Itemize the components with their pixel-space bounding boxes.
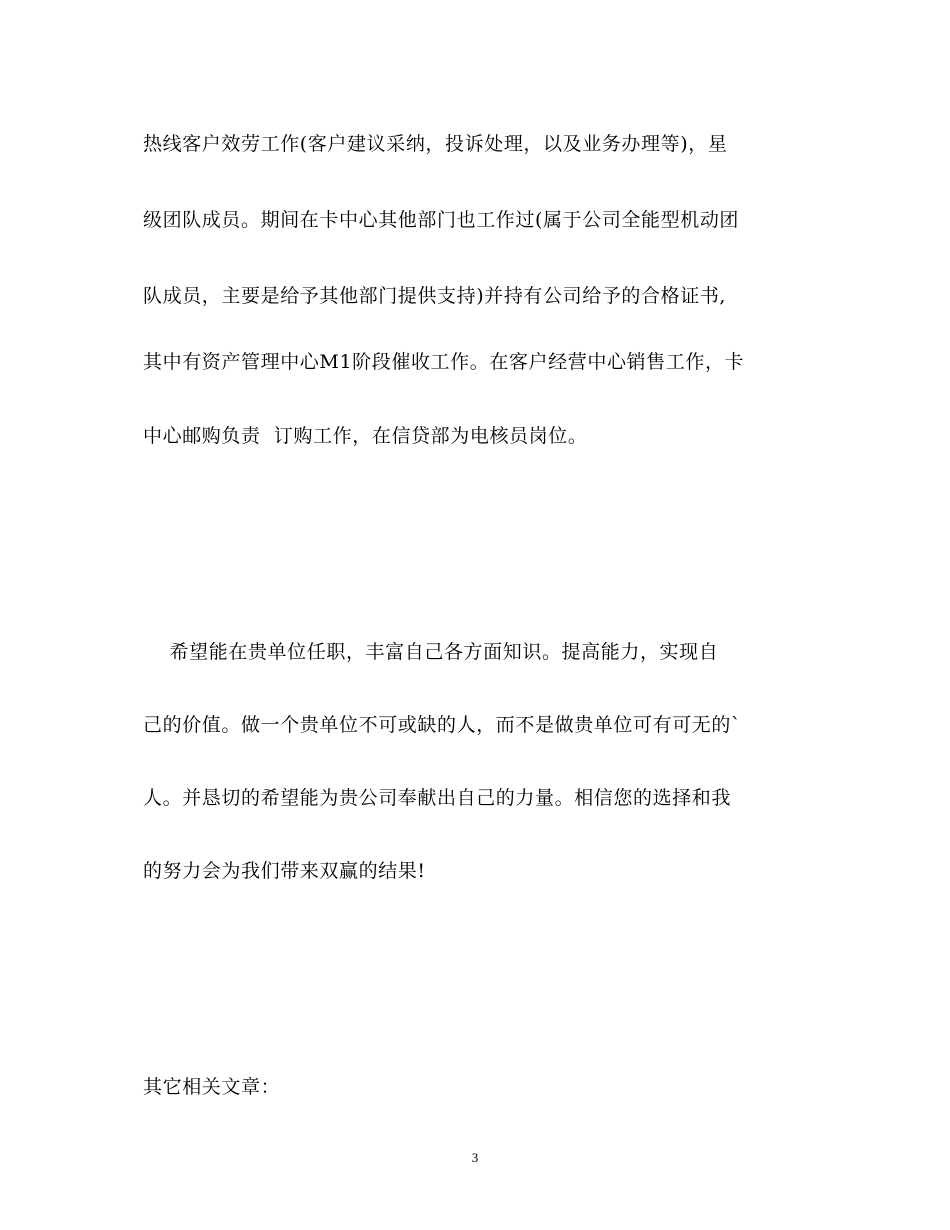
page-number: 3: [471, 1150, 479, 1165]
paragraph-1-line-1: 热线客户效劳工作(客户建议采纳，投诉处理，以及业务办理等)，星: [143, 133, 728, 155]
paragraph-1-line-5: 中心邮购负责 订购工作，在信贷部为电核员岗位。: [143, 425, 588, 447]
paragraph-2-line-1: 希望能在贵单位任职，丰富自己各方面知识。提高能力，实现自: [143, 641, 719, 663]
paragraph-1-line-2: 级团队成员。期间在卡中心其他部门也工作过(属于公司全能型机动团: [143, 209, 740, 231]
paragraph-2-line-3: 人。并恳切的希望能为贵公司奉献出自己的力量。相信您的选择和我: [143, 787, 732, 809]
related-articles-heading: 其它相关文章：: [143, 1076, 281, 1098]
paragraph-2-line-4: 的努力会为我们带来双赢的结果!: [143, 860, 426, 882]
paragraph-1-line-4: 其中有资产管理中心M1阶段催收工作。在客户经营中心销售工作，卡: [143, 351, 745, 373]
paragraph-2-line-2: 己的价值。做一个贵单位不可或缺的人，而不是做贵单位可有可无的`: [143, 714, 742, 736]
paragraph-1-line-3: 队成员，主要是给予其他部门提供支持)并持有公司给予的合格证书,: [143, 285, 727, 307]
